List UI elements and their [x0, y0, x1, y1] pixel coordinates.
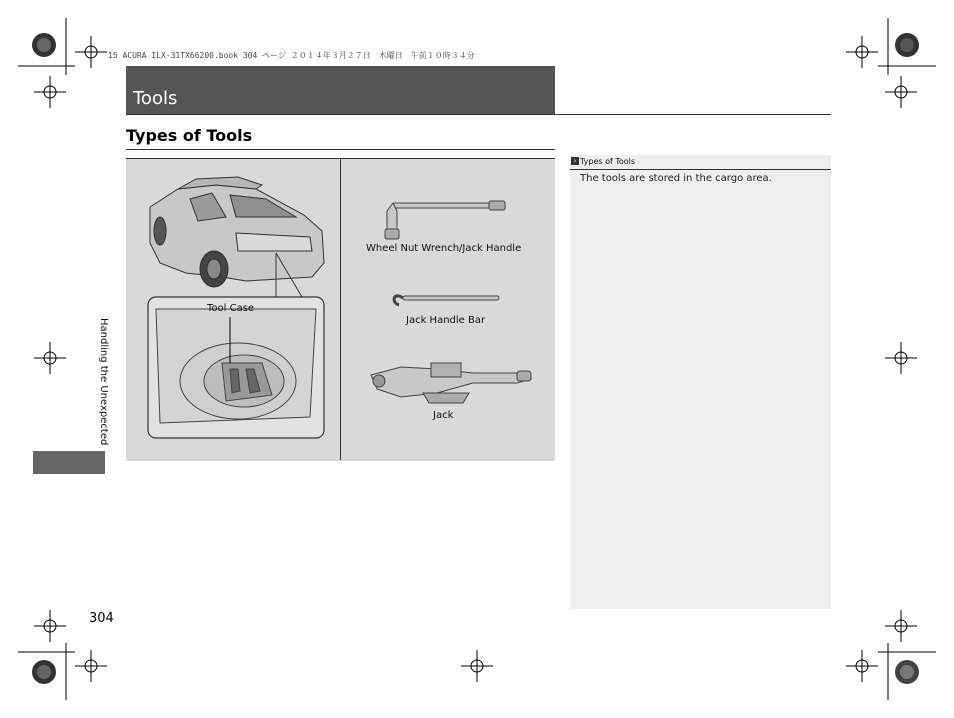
section-rule: [126, 149, 555, 150]
side-tab-label: Handling the Unexpected: [98, 318, 109, 446]
chapter-title: Tools: [133, 88, 178, 109]
reference-arrow-icon: ›: [571, 157, 579, 165]
side-tab-marker: [33, 451, 105, 474]
wheel-nut-wrench-icon: [385, 201, 505, 239]
sidebar-notes: [570, 155, 831, 609]
cargo-area-icon: [156, 309, 316, 423]
title-rule: [126, 114, 831, 115]
section-heading: Types of Tools: [126, 126, 253, 145]
car-icon: [150, 177, 324, 287]
jack-handle-bar-icon: [394, 296, 499, 305]
sidebar-body: The tools are stored in the cargo area.: [580, 173, 772, 184]
jack-icon: [371, 363, 531, 403]
print-header: 15 ACURA ILX-31TX66200.book 304 ページ ２０１４年３月２７日 木曜日 午前１０時３４分: [108, 51, 475, 60]
callout-jack-handle-bar: Jack Handle Bar: [406, 315, 486, 326]
page-number: 304: [89, 611, 114, 626]
callout-tool-case: Tool Case: [207, 303, 255, 314]
chapter-title-bar: [126, 66, 555, 114]
sidebar-heading: Types of Tools: [580, 157, 636, 166]
callout-jack: Jack: [433, 410, 454, 421]
callout-wheel-nut-wrench: Wheel Nut Wrench/Jack Handle: [366, 243, 522, 254]
